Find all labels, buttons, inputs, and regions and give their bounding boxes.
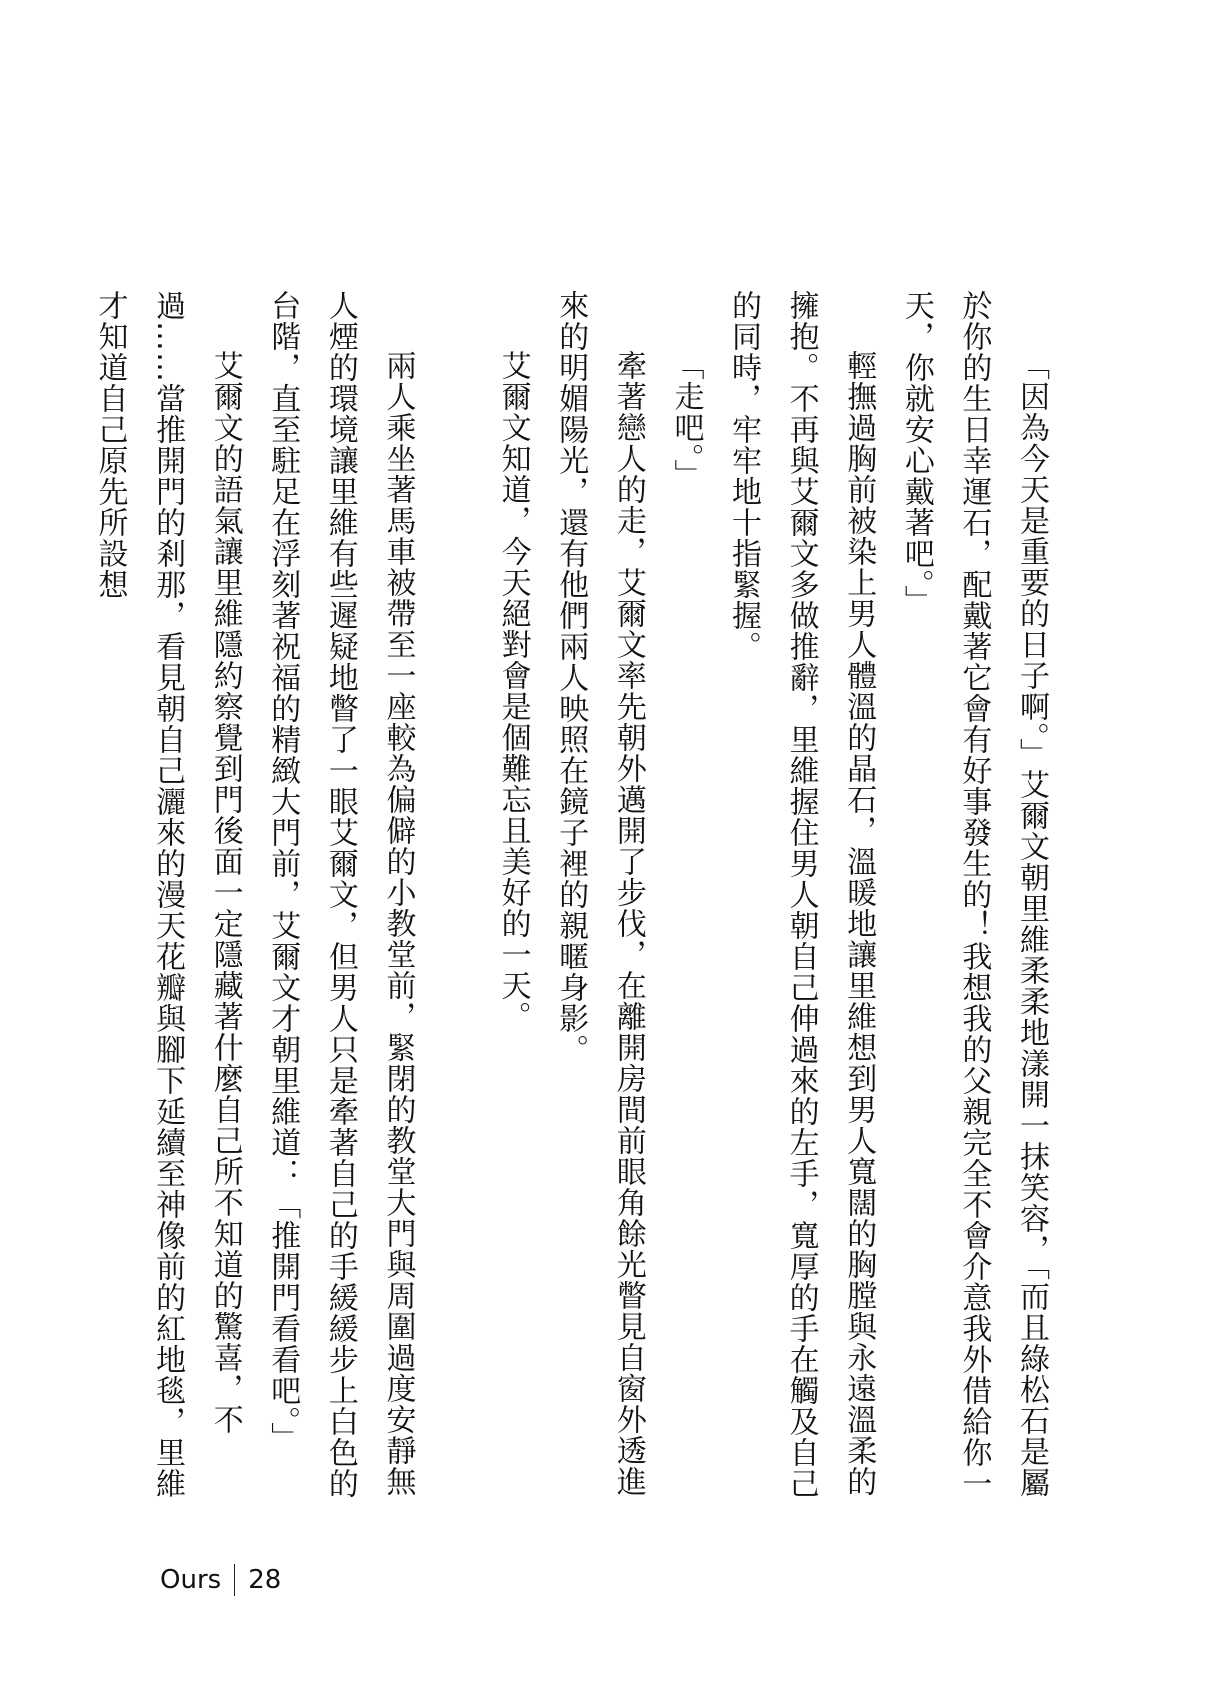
page-number: 28 [248, 1565, 282, 1595]
paragraph-1: 「因為今天是重要的日子啊。」艾爾文朝里維柔柔地漾開一抹笑容，「而且綠松石是屬於你的生日幸運石，配戴著它會有好事發生的！我想我的父親完全不會介意我外借給你一天，你就安心戴著吧。」 [898, 290, 1049, 1499]
book-title: Ours [160, 1565, 222, 1595]
paragraph-2: 輕撫過胸前被染上男人體溫的晶石，溫暖地讓里維想到男人寬闊的胸膛與永遠溫柔的擁抱。不再與艾爾文多做推辭，里維握住男人朝自己伸過來的左手，寬厚的手在觸及自己的同時，牢牢地十指緊握。 [726, 290, 877, 1499]
paragraph-4: 牽著戀人的走，艾爾文率先朝外邁開了步伐，在離開房間前眼角餘光瞥見自窗外透進來的明媚陽光，還有他們兩人映照在鏡子裡的親暱身影。 [553, 290, 646, 1497]
vertical-text-block [92, 290, 1060, 1510]
paragraph-5: 艾爾文知道，今天絕對會是個難忘且美好的一天。 [495, 350, 531, 1032]
paragraph-3: 「走吧。」 [668, 350, 704, 490]
paragraph-6: 兩人乘坐著馬車被帶至一座較為偏僻的小教堂前，緊閉的教堂大門與周圍過度安靜無人煙的環境讓里維有些遲疑地瞥了一眼艾爾文，但男人只是牽著自己的手緩緩步上白色的台階，直至駐足在浮刻著祝福的精緻大門前，艾爾文才朝里維道：「推開門看看吧。」 [265, 290, 416, 1499]
paragraph-7: 艾爾文的語氣讓里維隱約察覺到門後面一定隱藏著什麼自己所不知道的驚喜，不過……當推開門的剎那，看見朝自己灑來的漫天花瓣與腳下延續至神像前的紅地毯，里維才知道自己原先所設想 [92, 290, 243, 1499]
footer-separator [234, 1564, 235, 1596]
page-footer [160, 1560, 281, 1600]
paragraph-spacer [426, 290, 484, 1510]
